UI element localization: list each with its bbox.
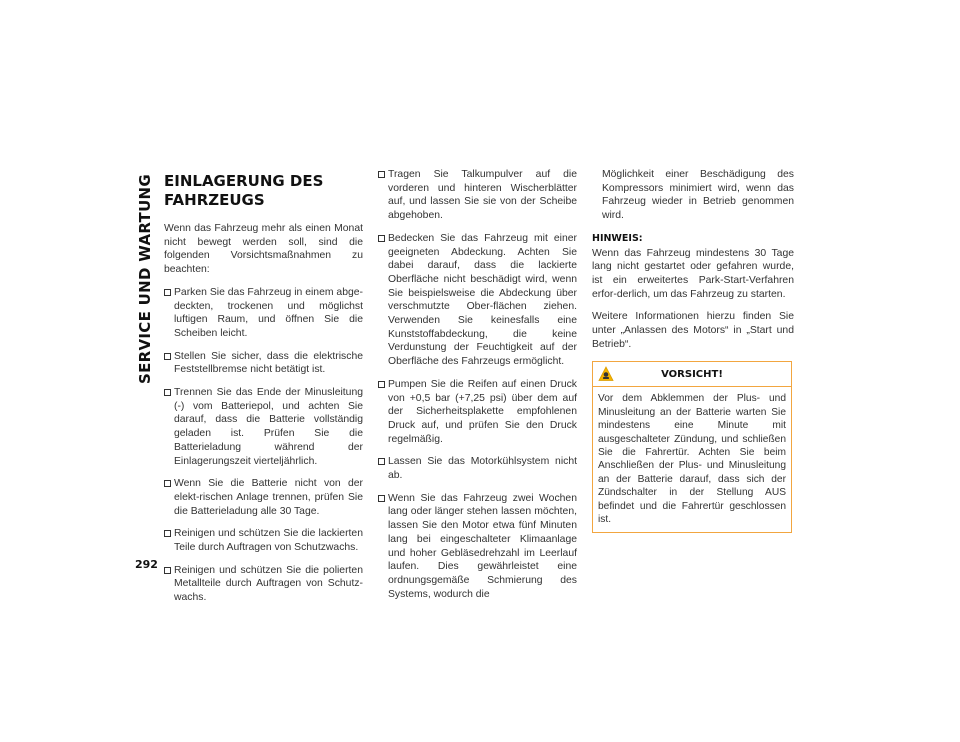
list-item: Bedecken Sie das Fahrzeug mit einer geeigneten Abdeckung. Achten Sie dabei darauf, dass die lackierte Oberfläche nicht beschädigt wird, wenn Sie beispielsweise die Abdeckung über verschmutzte Ober-flächen ziehen. Verwenden Sie keinesfalls eine Kunststoffabdeckung, die keine Verdunstung der Feuchtigkeit auf der Oberfläche des Fahrzeugs ermöglicht. xyxy=(378,232,577,369)
list-item-continuation: Möglichkeit einer Beschädigung des Kompressors minimiert wird, wenn das Fahrzeug wieder in Betrieb genommen wird. xyxy=(602,169,794,222)
list-item: Wenn Sie das Fahrzeug zwei Wochen lang oder länger stehen lassen möchten, lassen Sie den Motor etwa fünf Minuten lang bei eingeschalteter Klimaanlage und hoher Gebläsedrehzahl im Leerlauf laufen. Dies gewährleistet eine ordnungsgemäße Schmierung des Systems, wodurch die xyxy=(378,492,577,602)
warning-triangle-icon xyxy=(598,366,614,382)
intro-paragraph: Wenn das Fahrzeug mehr als einen Monat nicht bewegt werden soll, sind die folgenden Vorsichtsmaßnahmen zu beachten: xyxy=(164,223,363,276)
warning-box xyxy=(592,361,792,532)
storage-list-continued xyxy=(378,168,577,601)
warning-title: VORSICHT! xyxy=(661,368,723,380)
page-heading: EINLAGERUNG DES FAHRZEUGS xyxy=(164,172,324,209)
warning-text: Vor dem Abklemmen der Plus- und Minusleitung an der Batterie warten Sie mindestens eine Minute mit ausgeschalteter Zündung, und schließen Sie die Fahrertür. Achten Sie beim Anschließen der Plus- und Minusleitung an der Batterie darauf, dass sich der Zündschalter in der Stellung AUS befindet und die Fahrertür geschlossen ist. xyxy=(598,393,786,526)
page-number: 292 xyxy=(135,558,158,571)
note-text: Wenn das Fahrzeug mindestens 30 Tage lang nicht gestartet oder gefahren wurde, ist ein erweitertes Park-Start-Verfahren erfor-derlich, um das Fahrzeug zu starten. xyxy=(592,247,794,300)
storage-list xyxy=(164,286,363,605)
note-label: HINWEIS: xyxy=(592,232,643,244)
list-item: Wenn Sie die Batterie nicht von der elekt-rischen Anlage trennen, prüfen Sie die Batterieladung alle 30 Tage. xyxy=(164,477,363,518)
list-item: Reinigen und schützen Sie die lackierten Teile durch Auftragen von Schutzwachs. xyxy=(164,527,363,554)
more-info-paragraph: Weitere Informationen hierzu finden Sie unter „Anlassen des Motors“ in „Start und Betrieb“. xyxy=(592,311,794,350)
column-2 xyxy=(378,168,577,610)
list-item: Lassen Sie das Motorkühlsystem nicht ab. xyxy=(378,455,577,482)
column-1 xyxy=(164,168,363,614)
section-title: SERVICE UND WARTUNG xyxy=(136,174,154,385)
list-item: Reinigen und schützen Sie die polierten Metallteile durch Auftragen von Schutz-wachs. xyxy=(164,564,363,605)
list-item: Parken Sie das Fahrzeug in einem abge-deckten, trockenen und möglichst luftigen Raum, und öffnen Sie die Scheiben leicht. xyxy=(164,286,363,341)
column-3 xyxy=(592,168,794,533)
list-item: Pumpen Sie die Reifen auf einen Druck von +0,5 bar (+7,25 psi) über dem auf der Sicherheitsplakette empfohlenen Druck auf, und prüfen Sie den Druck regelmäßig. xyxy=(378,378,577,447)
list-item: Tragen Sie Talkumpulver auf die vorderen und hinteren Wischerblätter auf, und lassen Sie sie von der Scheibe abgehoben. xyxy=(378,168,577,223)
list-item: Stellen Sie sicher, dass die elektrische Feststellbremse nicht betätigt ist. xyxy=(164,350,363,377)
warning-header xyxy=(593,362,791,387)
list-item: Trennen Sie das Ende der Minusleitung (-) vom Batteriepol, und achten Sie darauf, dass die Batterie vollständig geladen ist. Prüfen Sie die Batterieladung während der Einlagerungszeit vierteljährlich. xyxy=(164,386,363,468)
